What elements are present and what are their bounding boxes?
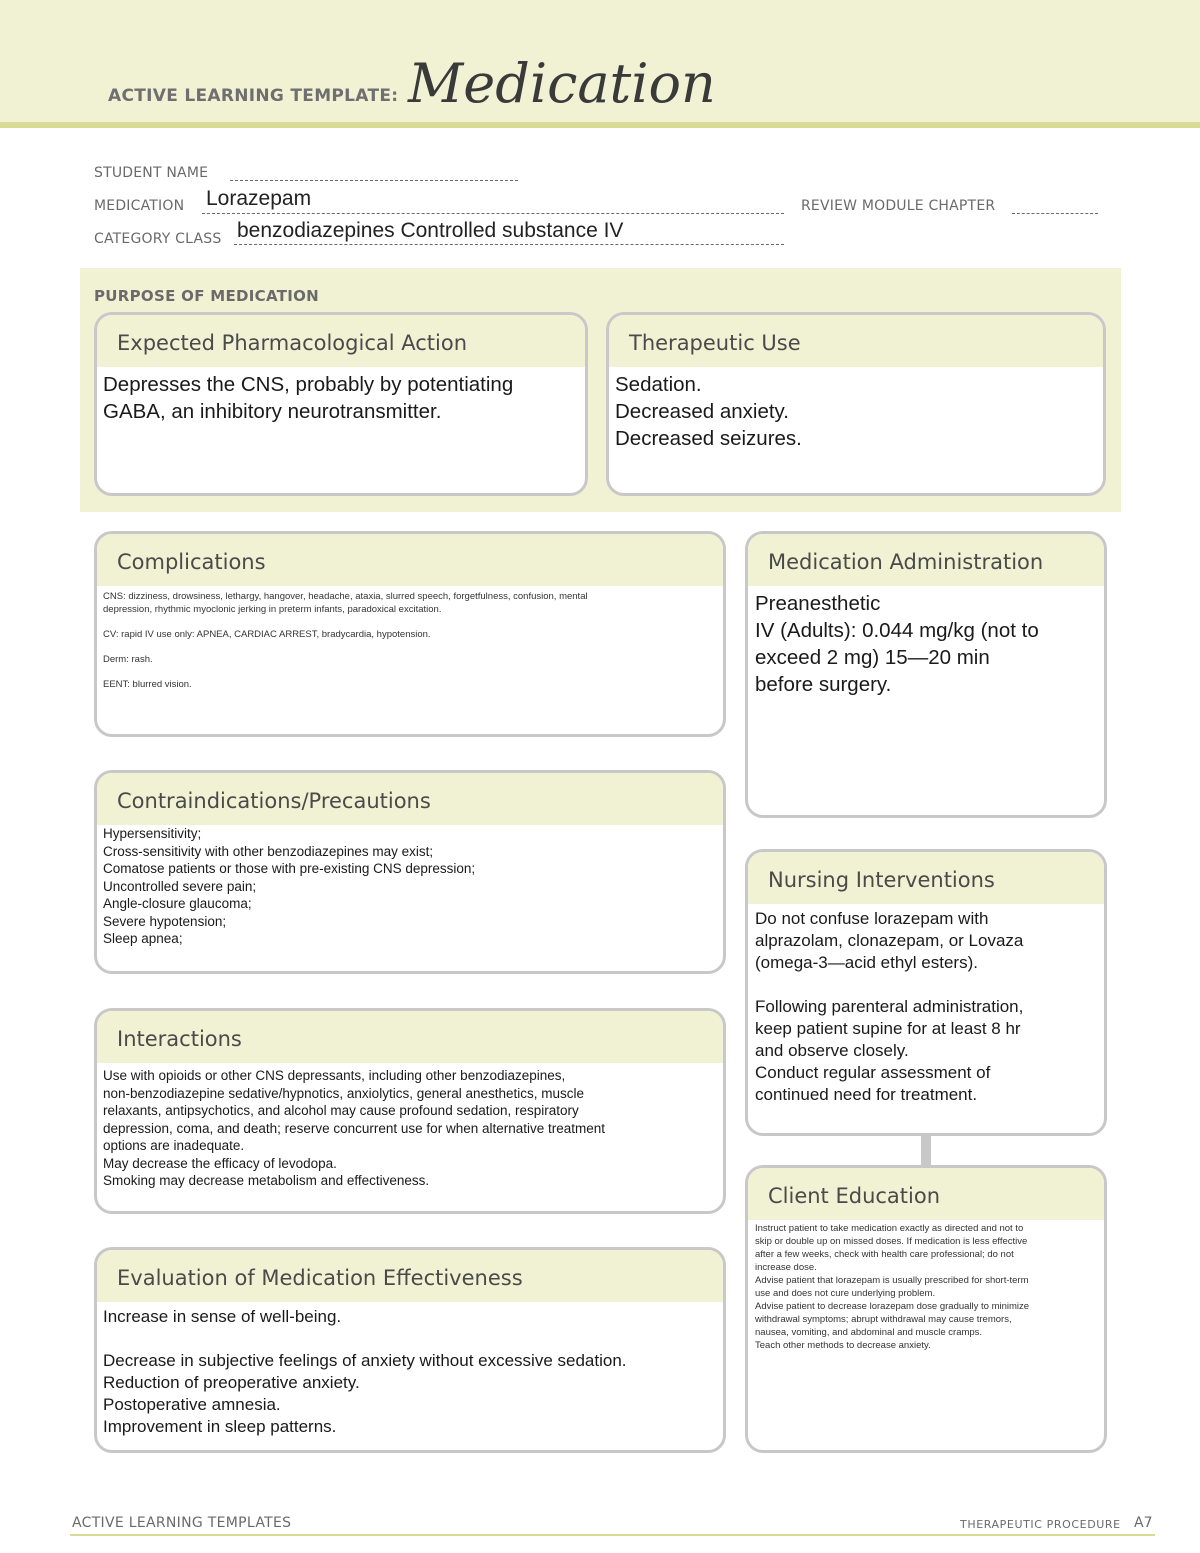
evaluation-box[interactable] (94, 1247, 726, 1453)
page-number: A7 (1134, 1515, 1153, 1531)
complications-title: Complications (97, 534, 723, 586)
complications-text: CNS: dizziness, drowsiness, lethargy, hangover, headache, ataxia, slurred speech, forgetfulness, confusion, mental depression, rhythmic myoclonic jerking in preterm infants, paradoxical excitation. CV: rapid IV use only: APNEA, CARDIAC ARREST, bradycardia, hypotension. Derm: rash. EENT: blurred vision. (103, 591, 588, 690)
interactions-box[interactable] (94, 1008, 726, 1214)
client-education-title: Client Education (748, 1168, 1104, 1220)
category-class-field[interactable] (234, 243, 784, 245)
contraindications-text: Hypersensitivity; Cross-sensitivity with other benzodiazepines may exist; Comatose patients or those with pre-existing CNS depression; Uncontrolled severe pain; Angle-closure glaucoma; Severe hypotension; Sleep apnea; (103, 826, 476, 946)
contraindications-box[interactable] (94, 770, 726, 974)
medication-value: Lorazepam (206, 187, 312, 210)
therapeutic-use-title: Therapeutic Use (609, 315, 1103, 367)
client-education-text: Instruct patient to take medication exactly as directed and not to skip or double up on missed doses. If medication is less effective after a few weeks, check with health care professional; do not increase dose. Advise patient that lorazepam is usually prescribed for short-term use and does not cure underlying problem. Advise patient to decrease lorazepam dose gradually to minimize withdrawal symptoms; abrupt withdrawal may cause tremors, nausea, vomiting, and abdominal and muscle cramps. Teach other methods to decrease anxiety. (755, 1223, 1030, 1351)
template-label: ACTIVE LEARNING TEMPLATE: (108, 86, 399, 106)
student-name-label: STUDENT NAME (94, 165, 209, 181)
box-connector (921, 1134, 931, 1166)
medication-administration-box[interactable] (745, 531, 1107, 818)
evaluation-text: Increase in sense of well-being. Decrease in subjective feelings of anxiety without excessive sedation. Reduction of preoperative anxiety. Postoperative amnesia. Improvement in sleep patterns. (103, 1307, 627, 1436)
expected-action-text: Depresses the CNS, probably by potentiating GABA, an inhibitory neurotransmitter. (103, 373, 514, 423)
footer-rule (70, 1534, 1155, 1536)
medication-label: MEDICATION (94, 198, 185, 214)
expected-action-title: Expected Pharmacological Action (97, 315, 585, 367)
interactions-text: Use with opioids or other CNS depressants, including other benzodiazepines, non-benzodiazepine sedative/hypnotics, anxiolytics, general anesthetics, muscle relaxants, antipsychotics, and alcohol may cause profound sedation, respiratory depression, coma, and death; reserve concurrent use for when alternative treatment options are inadequate. May decrease the efficacy of levodopa. Smoking may decrease metabolism and effectiveness. (103, 1068, 606, 1188)
purpose-label: PURPOSE OF MEDICATION (94, 287, 320, 305)
page-title: Medication (408, 52, 716, 115)
student-name-field[interactable] (230, 179, 518, 181)
complications-box[interactable] (94, 531, 726, 737)
nursing-interventions-title: Nursing Interventions (748, 852, 1104, 904)
nursing-interventions-text: Do not confuse lorazepam with alprazolam, clonazepam, or Lovaza (omega-3—acid ethyl esters). Following parenteral administration, keep patient supine for at least 8 hr and observe closely. Conduct regular assessment of continued need for treatment. (755, 909, 1024, 1104)
medication-administration-text: Preanesthetic IV (Adults): 0.044 mg/kg (not to exceed 2 mg) 15—20 min before surgery. (755, 592, 1039, 696)
nursing-interventions-box[interactable] (745, 849, 1107, 1136)
review-module-field[interactable] (1012, 212, 1098, 214)
medication-administration-title: Medication Administration (748, 534, 1104, 586)
footer-right-label: THERAPEUTIC PROCEDURE (960, 1518, 1121, 1531)
footer-left-label: ACTIVE LEARNING TEMPLATES (72, 1515, 292, 1531)
contraindications-title: Contraindications/Precautions (97, 773, 723, 825)
review-module-label: REVIEW MODULE CHAPTER (801, 198, 996, 214)
category-class-value: benzodiazepines Controlled substance IV (237, 219, 624, 242)
therapeutic-use-box[interactable] (606, 312, 1106, 496)
medication-field[interactable] (202, 212, 784, 214)
therapeutic-use-text: Sedation. Decreased anxiety. Decreased seizures. (615, 373, 802, 450)
header-rule (0, 122, 1200, 128)
evaluation-title: Evaluation of Medication Effectiveness (97, 1250, 723, 1302)
client-education-box[interactable] (745, 1165, 1107, 1453)
category-class-label: CATEGORY CLASS (94, 231, 222, 247)
expected-action-box[interactable] (94, 312, 588, 496)
interactions-title: Interactions (97, 1011, 723, 1063)
